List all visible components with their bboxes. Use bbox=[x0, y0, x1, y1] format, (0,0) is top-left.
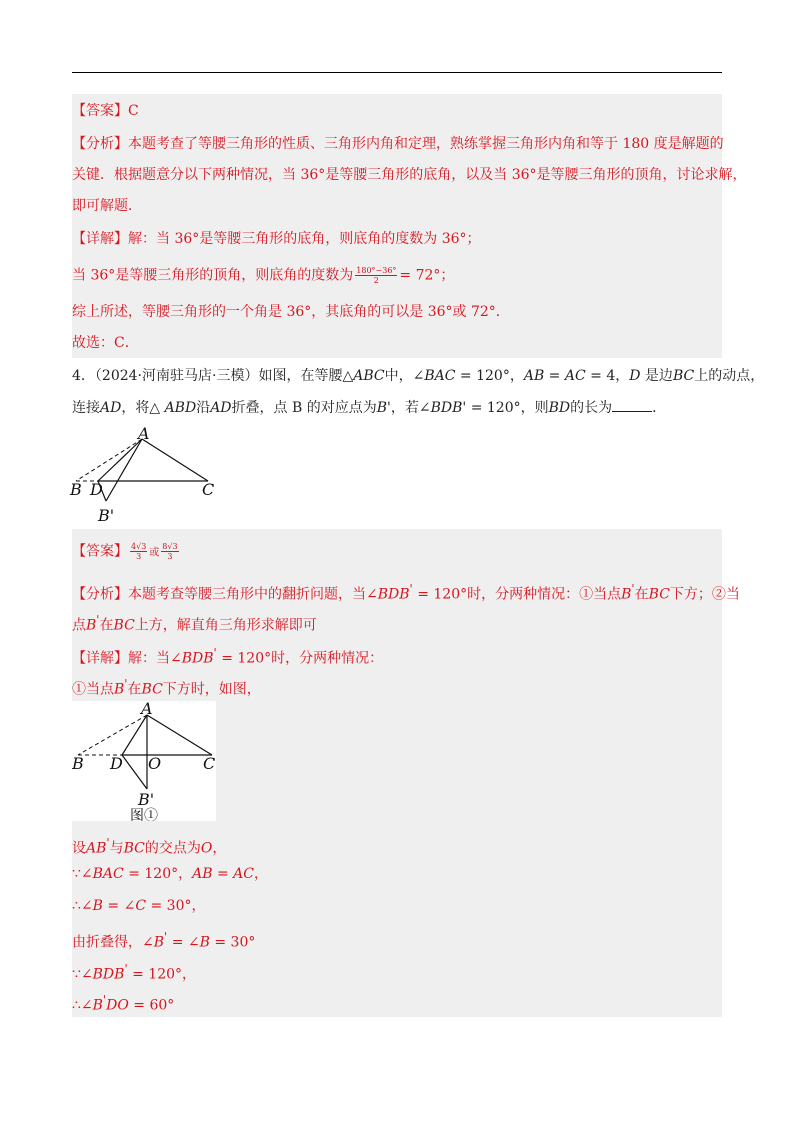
detail-line-4: 故选：C． bbox=[72, 335, 139, 351]
segment-ab-dashed bbox=[76, 439, 142, 481]
point-c-label: C bbox=[202, 480, 215, 499]
answer-line bbox=[72, 102, 139, 120]
answer-blank bbox=[612, 399, 652, 412]
point-a-label: A bbox=[141, 701, 153, 718]
segment-ad bbox=[98, 439, 142, 481]
segment-ac bbox=[142, 439, 208, 481]
analysis-label: 【分析】 bbox=[72, 586, 128, 603]
point-o-label: O bbox=[148, 754, 162, 773]
fraction: $\frac{180^\circ-36^\circ}{2}$ bbox=[356, 266, 397, 285]
point-b-label: B bbox=[72, 754, 84, 773]
point-b-label: B bbox=[70, 480, 82, 499]
segment-ac bbox=[147, 715, 212, 755]
figure-2 bbox=[72, 701, 216, 821]
analysis-line-2: 关键．根据题意分以下两种情况，当 36°是等腰三角形的底角，以及当 36°是等腰三角形的顶角，讨论求解， bbox=[72, 167, 747, 183]
detail-label: 【详解】 bbox=[72, 231, 128, 247]
answer-line: 【答案】 $\frac{4√3}{3}$ 或 $\frac{8√3}{3}$ bbox=[72, 542, 178, 561]
case-1-line: ①当点B'在BC下方时，如图， bbox=[72, 677, 261, 698]
point-bprime-label: B' bbox=[98, 506, 115, 525]
detail-line-1: 【详解】解：当 36°是等腰三角形的底角，则底角的度数为 36°； bbox=[72, 231, 481, 247]
step-6: ∴∠B'DO = 60° bbox=[72, 993, 175, 1014]
point-a-label: A bbox=[138, 425, 150, 443]
step-5: ∵∠BDB' = 120°， bbox=[72, 962, 197, 983]
point-d-label: D bbox=[90, 480, 103, 499]
answer-block-4 bbox=[72, 529, 740, 1017]
step-1: 设AB'与BC的交点为O， bbox=[72, 836, 227, 857]
answer-block-3 bbox=[72, 94, 747, 358]
segment-dbp bbox=[122, 755, 147, 789]
segment-ab-dashed bbox=[78, 715, 147, 755]
step-2: ∵∠BAC = 120°，AB = AC， bbox=[72, 866, 268, 882]
answer-label: 【答案】 bbox=[72, 103, 128, 119]
question-line-2: 连接AD，将△ ABD沿AD折叠，点 B 的对应点为B'，若∠BDB' = 120°，则BD的长为 ． bbox=[72, 400, 667, 416]
segment-ad bbox=[122, 715, 147, 755]
step-4: 由折叠得，∠B' = ∠B = 30° bbox=[72, 930, 256, 951]
analysis-line-1: 【分析】本题考查了等腰三角形的性质、三角形内角和定理，熟练掌握三角形内角和等于 180 度是解题的 bbox=[72, 136, 724, 152]
point-d-label: D bbox=[110, 754, 123, 773]
detail-line-3: 综上所述，等腰三角形的一个角是 36°，其底角的可以是 36°或 72°． bbox=[72, 304, 510, 320]
step-3: ∴∠B = ∠C = 30°， bbox=[72, 898, 206, 914]
analysis-line-3: 即可解题． bbox=[72, 198, 142, 214]
analysis-label: 【分析】 bbox=[72, 136, 128, 152]
fraction-2: $\frac{8√3}{3}$ bbox=[162, 542, 178, 561]
question-line-1: 4．（2024·河南驻马店·三模）如图，在等腰△ABC中，∠BAC = 120°，AB = AC = 4，D 是边BC上的动点， bbox=[72, 368, 765, 384]
answer-label: 【答案】 bbox=[72, 543, 128, 560]
analysis-line-1: 【分析】本题考查等腰三角形中的翻折问题，当∠BDB' = 120°时，分两种情况：①当点B'在BC下方；②当 bbox=[72, 582, 740, 603]
figure-caption: 图① bbox=[130, 808, 158, 821]
header-rule bbox=[72, 72, 722, 73]
detail-line-1: 【详解】解：当∠BDB' = 120°时，分两种情况： bbox=[72, 646, 384, 667]
detail-line-2: 当 36°是等腰三角形的顶角，则底角的度数为 $\frac{180^\circ-36^\circ}{2}$ = 72°； bbox=[72, 266, 455, 285]
figure-2-diagram bbox=[72, 701, 216, 821]
figure-1-diagram bbox=[68, 425, 228, 525]
point-bprime-label: B' bbox=[138, 790, 155, 809]
point-c-label: C bbox=[203, 754, 216, 773]
figure-1 bbox=[68, 425, 228, 525]
fraction-1: $\frac{4√3}{3}$ bbox=[131, 542, 147, 561]
analysis-line-2: 点B'在BC上方，解直角三角形求解即可 bbox=[72, 613, 317, 634]
detail-label: 【详解】 bbox=[72, 650, 128, 667]
segment-abp bbox=[106, 439, 142, 501]
answer-value: C bbox=[128, 103, 139, 119]
